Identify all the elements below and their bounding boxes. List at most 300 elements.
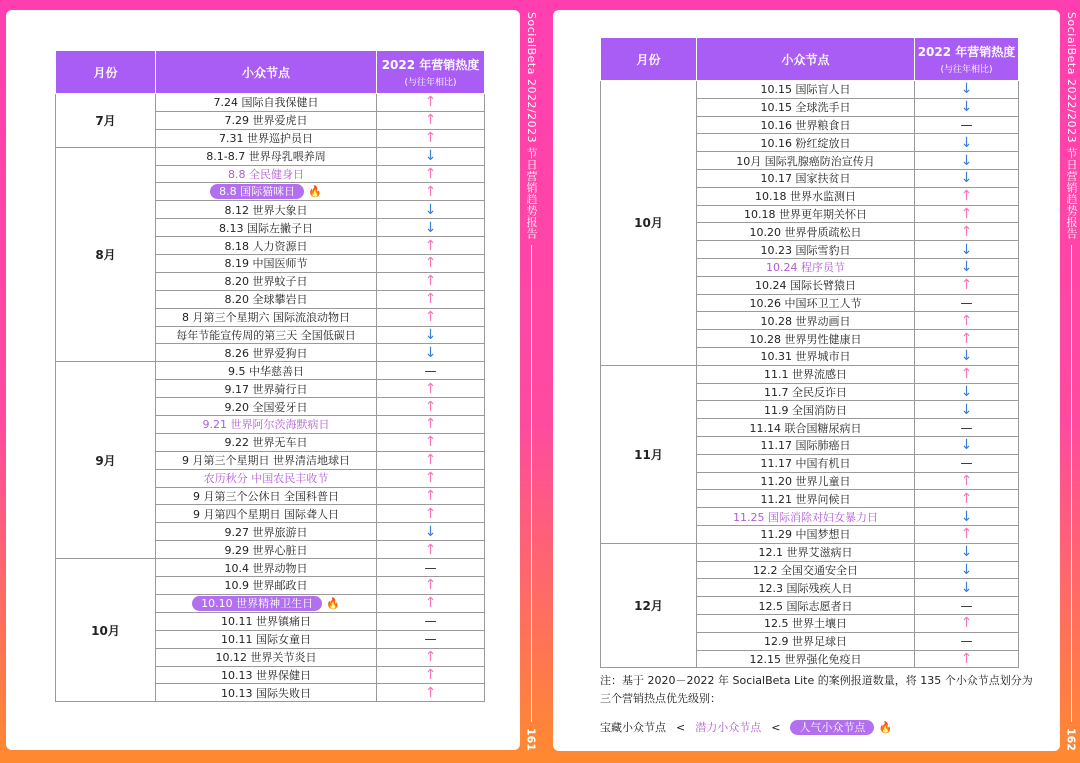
node-cell bbox=[697, 472, 915, 490]
heat-cell bbox=[915, 614, 1019, 632]
arrow-up-icon: ↑ bbox=[960, 205, 973, 222]
side-band-right bbox=[1061, 0, 1080, 763]
node-cell bbox=[156, 433, 377, 451]
node-label: 12.1 世界艾滋病日 bbox=[758, 546, 853, 560]
node-cell bbox=[697, 525, 915, 543]
arrow-down-icon: ↓ bbox=[960, 508, 973, 525]
node-label: 10.16 世界粮食日 bbox=[760, 118, 851, 132]
node-label: 10.15 国际盲人日 bbox=[760, 83, 851, 97]
heat-cell bbox=[915, 205, 1019, 223]
dash-icon: — bbox=[424, 632, 437, 647]
heat-cell bbox=[377, 362, 485, 380]
node-cell bbox=[156, 416, 377, 434]
table-row bbox=[56, 362, 485, 380]
header-heat-label: 2022 年营销热度 bbox=[917, 45, 1016, 59]
node-cell bbox=[697, 579, 915, 597]
arrow-up-icon: ↑ bbox=[424, 112, 437, 129]
node-cell bbox=[697, 490, 915, 508]
side-divider bbox=[1071, 245, 1072, 722]
arrow-up-icon: ↑ bbox=[960, 277, 973, 294]
arrow-up-icon: ↑ bbox=[960, 615, 973, 632]
node-label: 9 月第三个公休日 全国科普日 bbox=[193, 490, 339, 504]
heat-cell bbox=[377, 219, 485, 237]
node-cell bbox=[156, 147, 377, 165]
arrow-up-icon: ↑ bbox=[960, 188, 973, 205]
month-cell: 10月 bbox=[56, 559, 156, 702]
node-label: 10.31 世界城市日 bbox=[760, 350, 851, 364]
table-row bbox=[601, 81, 1019, 99]
arrow-up-icon: ↑ bbox=[960, 490, 973, 507]
node-label: 8 月第三个星期六 国际流浪动物日 bbox=[182, 311, 350, 325]
month-cell: 7月 bbox=[56, 94, 156, 148]
node-cell bbox=[156, 201, 377, 219]
arrow-up-icon: ↑ bbox=[424, 505, 437, 522]
arrow-up-icon: ↑ bbox=[424, 416, 437, 433]
arrow-up-icon: ↑ bbox=[424, 309, 437, 326]
heat-cell bbox=[915, 241, 1019, 259]
node-label: 11.17 中国有机日 bbox=[760, 457, 851, 471]
node-cell bbox=[156, 487, 377, 505]
arrow-up-icon: ↑ bbox=[424, 166, 437, 182]
dash-icon: — bbox=[424, 560, 437, 575]
heat-cell bbox=[377, 326, 485, 344]
arrow-up-icon: ↑ bbox=[424, 434, 437, 451]
side-title: SocialBeta 2022/2023 节日营销趋势报告 bbox=[1065, 12, 1078, 240]
table-row bbox=[56, 147, 485, 165]
arrow-down-icon: ↓ bbox=[424, 344, 437, 361]
dash-icon: — bbox=[960, 117, 973, 132]
arrow-up-icon: ↑ bbox=[960, 526, 973, 543]
arrow-down-icon: ↓ bbox=[960, 544, 973, 561]
legend-separator: < bbox=[771, 720, 781, 734]
header-month: 月份 bbox=[56, 51, 156, 94]
heat-cell bbox=[377, 398, 485, 416]
heat-cell bbox=[377, 344, 485, 362]
page-161 bbox=[6, 10, 520, 750]
node-cell bbox=[156, 308, 377, 326]
node-cell bbox=[156, 237, 377, 255]
arrow-down-icon: ↓ bbox=[424, 201, 437, 218]
table-row bbox=[601, 365, 1019, 383]
side-title: SocialBeta 2022/2023 节日营销趋势报告 bbox=[525, 12, 538, 240]
fire-icon: 🔥 bbox=[878, 720, 893, 734]
heat-cell bbox=[915, 436, 1019, 454]
arrow-down-icon: ↓ bbox=[424, 327, 437, 344]
node-cell bbox=[697, 597, 915, 615]
node-cell bbox=[697, 241, 915, 259]
node-cell bbox=[697, 258, 915, 276]
table-body-right bbox=[601, 81, 1019, 668]
side-divider bbox=[531, 245, 532, 722]
arrow-down-icon: ↓ bbox=[960, 259, 973, 276]
heat-cell bbox=[377, 111, 485, 129]
heat-cell bbox=[377, 577, 485, 595]
arrow-down-icon: ↓ bbox=[960, 383, 973, 400]
heat-cell bbox=[377, 165, 485, 183]
heat-cell bbox=[377, 416, 485, 434]
arrow-up-icon: ↑ bbox=[424, 577, 437, 594]
heat-cell bbox=[915, 561, 1019, 579]
priority-legend bbox=[600, 719, 892, 735]
node-cell bbox=[697, 330, 915, 348]
arrow-down-icon: ↓ bbox=[424, 148, 437, 165]
node-cell bbox=[156, 344, 377, 362]
node-label: 10.9 世界邮政日 bbox=[224, 579, 308, 593]
node-label: 11.14 联合国糖尿病日 bbox=[749, 421, 862, 435]
node-cell bbox=[697, 152, 915, 170]
node-label: 9.17 世界骑行日 bbox=[224, 382, 308, 396]
heat-cell bbox=[915, 312, 1019, 330]
node-label: 11.9 全国消防日 bbox=[764, 403, 847, 417]
arrow-down-icon: ↓ bbox=[960, 81, 973, 98]
node-cell bbox=[156, 630, 377, 648]
node-label: 8.18 人力资源日 bbox=[224, 239, 308, 253]
node-label: 9.21 世界阿尔茨海默病日 bbox=[202, 418, 330, 432]
node-cell bbox=[697, 187, 915, 205]
node-label: 农历秋分 中国农民丰收节 bbox=[203, 472, 329, 486]
arrow-up-icon: ↑ bbox=[960, 650, 973, 667]
heat-cell bbox=[915, 134, 1019, 152]
node-label: 12.15 世界强化免疫日 bbox=[749, 652, 862, 666]
node-cell bbox=[156, 648, 377, 666]
arrow-down-icon: ↓ bbox=[960, 348, 973, 365]
node-label: 10.17 国家扶贫日 bbox=[760, 172, 851, 186]
node-cell bbox=[156, 290, 377, 308]
node-label: 10.24 国际长臂猿日 bbox=[755, 279, 856, 293]
node-cell bbox=[697, 650, 915, 668]
heat-cell bbox=[915, 258, 1019, 276]
node-label: 9.5 中华慈善日 bbox=[228, 364, 304, 378]
arrow-up-icon: ↑ bbox=[424, 666, 437, 683]
heat-cell bbox=[377, 559, 485, 577]
heat-cell bbox=[915, 490, 1019, 508]
heat-cell bbox=[377, 666, 485, 684]
node-cell bbox=[156, 577, 377, 595]
heat-cell bbox=[377, 433, 485, 451]
arrow-down-icon: ↓ bbox=[960, 401, 973, 418]
arrow-down-icon: ↓ bbox=[424, 523, 437, 540]
table-row bbox=[601, 543, 1019, 561]
heat-cell bbox=[377, 451, 485, 469]
node-cell bbox=[697, 561, 915, 579]
node-label: 10.16 粉红绽放日 bbox=[760, 136, 851, 150]
heat-cell bbox=[915, 98, 1019, 116]
node-cell bbox=[697, 419, 915, 437]
heat-cell bbox=[377, 648, 485, 666]
arrow-up-icon: ↑ bbox=[424, 237, 437, 254]
arrow-down-icon: ↓ bbox=[424, 219, 437, 236]
heat-cell bbox=[377, 129, 485, 147]
node-cell bbox=[156, 165, 377, 183]
heat-cell bbox=[915, 152, 1019, 170]
arrow-down-icon: ↓ bbox=[960, 99, 973, 116]
node-cell bbox=[156, 541, 377, 559]
node-label: 11.21 世界问候日 bbox=[760, 492, 851, 506]
heat-cell bbox=[377, 290, 485, 308]
dash-icon: — bbox=[960, 456, 973, 471]
heat-cell bbox=[915, 543, 1019, 561]
dash-icon: — bbox=[424, 363, 437, 378]
arrow-up-icon: ↑ bbox=[424, 452, 437, 469]
heat-cell bbox=[377, 684, 485, 702]
page-number: 162 bbox=[1064, 728, 1078, 751]
heat-cell bbox=[915, 632, 1019, 650]
node-label: 10.24 程序员节 bbox=[766, 261, 845, 275]
node-cell bbox=[697, 383, 915, 401]
page-162 bbox=[553, 10, 1060, 751]
heat-cell bbox=[915, 525, 1019, 543]
node-label: 8.19 中国医师节 bbox=[224, 257, 308, 271]
dash-icon: — bbox=[424, 614, 437, 629]
dash-icon: — bbox=[960, 634, 973, 649]
node-label: 10.28 世界男性健康日 bbox=[749, 332, 862, 346]
node-label: 9.20 全国爱牙日 bbox=[224, 400, 308, 414]
arrow-up-icon: ↑ bbox=[424, 541, 437, 558]
node-cell bbox=[697, 116, 915, 134]
arrow-up-icon: ↑ bbox=[424, 470, 437, 487]
header-heat bbox=[377, 51, 485, 94]
node-label: 10.11 世界镇痛日 bbox=[221, 615, 311, 629]
heat-cell bbox=[377, 272, 485, 290]
fire-icon: 🔥 bbox=[308, 185, 322, 199]
node-cell bbox=[697, 276, 915, 294]
node-label: 10.13 国际失败日 bbox=[221, 686, 311, 700]
heat-cell bbox=[915, 330, 1019, 348]
arrow-up-icon: ↑ bbox=[424, 255, 437, 272]
heat-cell bbox=[377, 94, 485, 112]
node-cell bbox=[156, 94, 377, 112]
heat-cell bbox=[377, 183, 485, 201]
node-cell bbox=[156, 183, 377, 201]
node-cell bbox=[156, 594, 377, 612]
heat-cell bbox=[377, 505, 485, 523]
node-cell bbox=[697, 454, 915, 472]
node-label: 12.3 国际残疾人日 bbox=[758, 581, 853, 595]
node-label: 10.15 全球洗手日 bbox=[760, 101, 851, 115]
arrow-up-icon: ↑ bbox=[424, 398, 437, 415]
table-header-row bbox=[601, 38, 1019, 81]
arrow-down-icon: ↓ bbox=[960, 579, 973, 596]
node-cell bbox=[156, 219, 377, 237]
node-label: 10.10 世界精神卫生日 bbox=[192, 596, 322, 611]
node-label: 12.5 国际志愿者日 bbox=[758, 599, 853, 613]
arrow-down-icon: ↓ bbox=[960, 241, 973, 258]
heat-cell bbox=[377, 237, 485, 255]
arrow-up-icon: ↑ bbox=[424, 684, 437, 701]
node-cell bbox=[697, 508, 915, 526]
node-label: 11.7 全民反诈日 bbox=[764, 385, 847, 399]
heat-cell bbox=[377, 201, 485, 219]
month-cell: 9月 bbox=[56, 362, 156, 559]
arrow-up-icon: ↑ bbox=[960, 366, 973, 383]
node-cell bbox=[697, 632, 915, 650]
heat-cell bbox=[915, 454, 1019, 472]
node-cell bbox=[697, 543, 915, 561]
node-label: 8.1-8.7 世界母乳喂养周 bbox=[206, 150, 326, 164]
table-body-left bbox=[56, 94, 485, 702]
node-label: 10.26 中国环卫工人节 bbox=[749, 296, 862, 310]
legend-treasure: 宝藏小众节点 bbox=[600, 721, 666, 734]
node-label: 12.2 全国交通安全日 bbox=[753, 563, 858, 577]
heat-cell bbox=[915, 365, 1019, 383]
heat-cell bbox=[915, 650, 1019, 668]
node-label: 10.18 世界水监测日 bbox=[755, 190, 856, 204]
node-cell bbox=[156, 129, 377, 147]
legend-potential: 潜力小众节点 bbox=[695, 721, 762, 734]
header-node: 小众节点 bbox=[697, 38, 915, 81]
node-cell bbox=[156, 255, 377, 273]
footnote: 注：基于 2020－2022 年 SocialBeta Lite 的案例报道数量，将 135 个小众节点划分为三个营销热点优先级别： bbox=[600, 674, 1033, 705]
heat-cell bbox=[377, 255, 485, 273]
arrow-up-icon: ↑ bbox=[424, 130, 437, 147]
heat-cell bbox=[915, 294, 1019, 312]
heat-cell bbox=[377, 541, 485, 559]
dash-icon: — bbox=[960, 598, 973, 613]
heat-cell bbox=[915, 383, 1019, 401]
heat-cell bbox=[377, 147, 485, 165]
heat-cell bbox=[377, 380, 485, 398]
festival-table-left bbox=[55, 50, 485, 702]
node-cell bbox=[156, 111, 377, 129]
legend-separator: < bbox=[676, 720, 686, 734]
heat-cell bbox=[915, 401, 1019, 419]
node-label: 10.28 世界动画日 bbox=[760, 314, 851, 328]
arrow-up-icon: ↑ bbox=[960, 472, 973, 489]
node-label: 10.20 世界骨质疏松日 bbox=[749, 225, 862, 239]
node-cell bbox=[156, 326, 377, 344]
node-cell bbox=[156, 559, 377, 577]
arrow-up-icon: ↑ bbox=[960, 330, 973, 347]
node-label: 8.26 世界爱狗日 bbox=[224, 346, 308, 360]
node-cell bbox=[697, 169, 915, 187]
arrow-up-icon: ↑ bbox=[424, 649, 437, 666]
node-label: 9.29 世界心脏日 bbox=[224, 543, 308, 557]
node-cell bbox=[156, 505, 377, 523]
node-cell bbox=[697, 312, 915, 330]
heat-cell bbox=[377, 523, 485, 541]
node-cell bbox=[697, 347, 915, 365]
node-cell bbox=[697, 223, 915, 241]
node-label: 10.13 世界保健日 bbox=[221, 668, 311, 682]
header-heat bbox=[915, 38, 1019, 81]
node-label: 10月 国际乳腺癌防治宣传月 bbox=[736, 154, 875, 168]
node-label: 8.12 世界大象日 bbox=[224, 203, 308, 217]
table-header-row bbox=[56, 51, 485, 94]
node-cell bbox=[156, 362, 377, 380]
node-label: 11.1 世界流感日 bbox=[764, 368, 847, 382]
month-cell: 8月 bbox=[56, 147, 156, 362]
heat-cell bbox=[915, 419, 1019, 437]
node-label: 7.31 世界巡护员日 bbox=[219, 132, 313, 146]
node-label: 10.11 国际女童日 bbox=[221, 633, 311, 647]
node-label: 11.25 国际消除对妇女暴力日 bbox=[733, 510, 878, 524]
heat-cell bbox=[377, 612, 485, 630]
node-label: 9 月第四个星期日 国际聋人日 bbox=[193, 507, 339, 521]
node-label: 11.20 世界儿童日 bbox=[760, 474, 851, 488]
node-cell bbox=[697, 205, 915, 223]
arrow-up-icon: ↑ bbox=[960, 312, 973, 329]
heat-cell bbox=[915, 597, 1019, 615]
month-cell: 10月 bbox=[601, 81, 697, 366]
arrow-up-icon: ↑ bbox=[424, 488, 437, 505]
node-cell bbox=[697, 365, 915, 383]
node-label: 12.5 世界土壤日 bbox=[764, 617, 847, 631]
heat-cell bbox=[915, 223, 1019, 241]
node-cell bbox=[156, 272, 377, 290]
node-cell bbox=[156, 469, 377, 487]
node-label: 12.9 世界足球日 bbox=[764, 635, 847, 649]
arrow-up-icon: ↑ bbox=[424, 273, 437, 290]
node-cell bbox=[156, 451, 377, 469]
heat-cell bbox=[915, 472, 1019, 490]
arrow-up-icon: ↑ bbox=[960, 223, 973, 240]
heat-cell bbox=[377, 308, 485, 326]
node-cell bbox=[697, 294, 915, 312]
heat-cell bbox=[915, 508, 1019, 526]
arrow-up-icon: ↑ bbox=[424, 291, 437, 308]
node-cell bbox=[156, 684, 377, 702]
dash-icon: — bbox=[960, 420, 973, 435]
node-label: 每年节能宣传周的第三天 全国低碳日 bbox=[176, 329, 356, 343]
node-cell bbox=[697, 614, 915, 632]
table-row bbox=[56, 559, 485, 577]
heat-cell bbox=[377, 469, 485, 487]
node-cell bbox=[697, 436, 915, 454]
node-cell bbox=[156, 666, 377, 684]
arrow-down-icon: ↓ bbox=[960, 561, 973, 578]
heat-cell bbox=[915, 81, 1019, 99]
table-row bbox=[56, 94, 485, 112]
arrow-up-icon: ↑ bbox=[424, 595, 437, 612]
node-label: 10.18 世界更年期关怀日 bbox=[744, 207, 867, 221]
node-cell bbox=[697, 401, 915, 419]
node-cell bbox=[156, 612, 377, 630]
heat-cell bbox=[377, 594, 485, 612]
arrow-down-icon: ↓ bbox=[960, 170, 973, 187]
node-cell bbox=[697, 98, 915, 116]
node-label: 7.24 国际自我保健日 bbox=[213, 96, 319, 110]
node-cell bbox=[697, 134, 915, 152]
fire-icon: 🔥 bbox=[326, 596, 340, 610]
side-band-left bbox=[521, 0, 541, 763]
legend-popular: 人气小众节点 bbox=[790, 720, 874, 735]
header-heat-sub: (与往年相比) bbox=[940, 65, 993, 75]
arrow-up-icon: ↑ bbox=[424, 380, 437, 397]
node-label: 9.27 世界旅游日 bbox=[224, 525, 308, 539]
header-heat-label: 2022 年营销热度 bbox=[381, 58, 480, 72]
node-label: 11.17 国际肺癌日 bbox=[760, 439, 851, 453]
node-label: 8.8 国际猫咪日 bbox=[210, 184, 304, 199]
node-cell bbox=[156, 523, 377, 541]
node-cell bbox=[697, 81, 915, 99]
heat-cell bbox=[915, 187, 1019, 205]
heat-cell bbox=[915, 276, 1019, 294]
node-cell bbox=[156, 380, 377, 398]
node-label: 11.29 中国梦想日 bbox=[760, 528, 851, 542]
arrow-up-icon: ↑ bbox=[424, 183, 437, 200]
festival-table-right bbox=[600, 37, 1019, 668]
node-cell bbox=[156, 398, 377, 416]
node-label: 8.8 全民健身日 bbox=[228, 168, 304, 181]
header-heat-sub: (与往年相比) bbox=[404, 78, 457, 88]
node-label: 7.29 世界爱虎日 bbox=[224, 114, 308, 128]
node-label: 10.23 国际雪豹日 bbox=[760, 243, 851, 257]
month-cell: 12月 bbox=[601, 543, 697, 668]
header-month: 月份 bbox=[601, 38, 697, 81]
node-label: 10.4 世界动物日 bbox=[224, 561, 308, 575]
node-label: 8.20 全球攀岩日 bbox=[224, 293, 308, 307]
node-label: 9.22 世界无车日 bbox=[224, 436, 308, 450]
